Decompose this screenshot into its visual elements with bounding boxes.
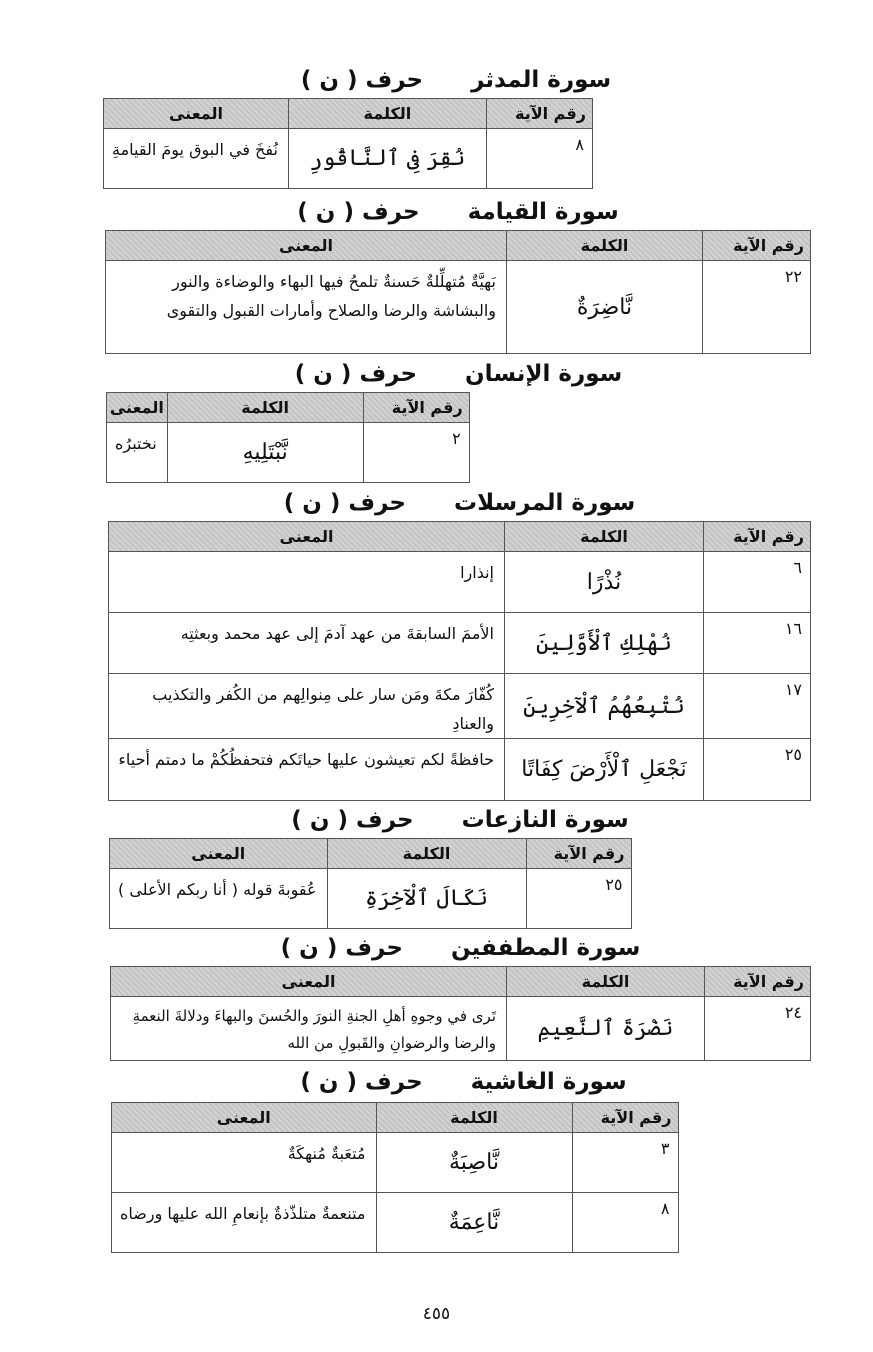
section-title (103, 64, 809, 96)
header-ayah: رقم الآية (704, 522, 811, 552)
word-meaning: عُقوبةَ قوله ( أنا ربكم الأعلى ) (110, 869, 328, 929)
table-row (107, 423, 470, 483)
ayah-number: ٢ (363, 423, 469, 483)
header-word: الكلمة (288, 99, 486, 129)
table-row (109, 552, 811, 613)
header-meaning: المعنى (107, 393, 168, 423)
quran-word: نَّاضِرَةٌ (507, 261, 703, 354)
ayah-number: ٢٥ (526, 869, 631, 929)
harf-label: حرف ( ن ) (294, 361, 418, 387)
section-title (109, 804, 811, 836)
header-ayah: رقم الآية (703, 231, 811, 261)
section-title (106, 358, 811, 390)
harf-label: حرف ( ن ) (283, 490, 406, 516)
header-ayah: رقم الآية (526, 839, 631, 869)
surah-name: سورة النازعات (461, 807, 629, 833)
table-header (106, 231, 811, 261)
ayah-number: ٨ (572, 1193, 678, 1253)
ayah-number: ٢٥ (704, 739, 811, 801)
ayah-number: ١٧ (704, 674, 811, 739)
vocab-table (111, 1102, 679, 1253)
word-meaning: نختبرُه (107, 423, 168, 483)
vocab-table (105, 230, 811, 354)
header-ayah: رقم الآية (363, 393, 469, 423)
vocab-table (110, 966, 811, 1061)
header-word: الكلمة (507, 967, 705, 997)
word-meaning: بَهيَّةٌ مُتهلِّلةٌ حَسنةٌ تلمحُ فيها البهاء والوضاءة والنور والبشاشة والرضا والصلاح وأمارات القبول والتقوى (106, 261, 507, 354)
harf-label: حرف ( ن ) (300, 1069, 423, 1095)
header-meaning: المعنى (106, 231, 507, 261)
quran-word: نُهْلِكِ ٱلْأَوَّلِينَ (505, 613, 704, 674)
word-meaning: حافظةً لكم تعيشون عليها حياتَكم فتحفظُكُمْ ما دمتم أحياء (109, 739, 505, 801)
vocab-table (109, 838, 632, 929)
table-header (104, 99, 593, 129)
surah-name: سورة المرسلات (453, 490, 636, 516)
header-word: الكلمة (327, 839, 526, 869)
vocab-table (108, 521, 811, 801)
vocab-table (106, 392, 470, 483)
surah-name: سورة المطففين (450, 935, 641, 961)
header-meaning: المعنى (110, 839, 328, 869)
header-meaning: المعنى (109, 522, 505, 552)
header-ayah: رقم الآية (572, 1103, 678, 1133)
table-row (112, 1133, 679, 1193)
header-word: الكلمة (507, 231, 703, 261)
header-word: الكلمة (376, 1103, 572, 1133)
surah-name: سورة المدثر (471, 67, 612, 93)
section-title (111, 1066, 816, 1098)
table-row (106, 261, 811, 354)
table-row (109, 739, 811, 801)
quran-word: نُذْرًا (505, 552, 704, 613)
word-meaning: كُفّارَ مكةَ ومَن سار على مِنوالِهم من الكُفر والتكذيب والعنادِ (109, 674, 505, 739)
table-row (109, 674, 811, 739)
page-number: ٤٥٥ (422, 1304, 451, 1324)
ayah-number: ٣ (572, 1133, 678, 1193)
table-row (110, 869, 632, 929)
header-word: الكلمة (505, 522, 704, 552)
section-title (108, 487, 811, 519)
table-header (112, 1103, 679, 1133)
ayah-number: ٢٤ (705, 997, 811, 1061)
header-ayah: رقم الآية (705, 967, 811, 997)
ayah-number: ٨ (486, 129, 592, 189)
word-meaning: متنعمةٌ متلذّذةٌ بإنعامِ الله عليها ورضاه (112, 1193, 377, 1253)
quran-word: نَّبْتَلِيهِ (167, 423, 363, 483)
word-meaning: مُتعَبةٌ مُنهكَةٌ (112, 1133, 377, 1193)
word-meaning: إنذارا (109, 552, 505, 613)
word-meaning: نُفخَ في البوق يومَ القيامةِ (104, 129, 289, 189)
header-meaning: المعنى (104, 99, 289, 129)
surah-name: سورة الإنسان (465, 361, 623, 387)
quran-word: نَكَالَ ٱلْآخِرَةِ (327, 869, 526, 929)
word-meaning: الأممَ السابقةَ من عهد آدمَ إلى عهد محمد وبعثتِه (109, 613, 505, 674)
quran-word: نَّاعِمَةٌ (376, 1193, 572, 1253)
section-title (105, 196, 811, 228)
table-row (111, 997, 811, 1061)
vocab-table (103, 98, 593, 189)
table-header (111, 967, 811, 997)
header-meaning: المعنى (112, 1103, 377, 1133)
header-meaning: المعنى (111, 967, 507, 997)
harf-label: حرف ( ن ) (291, 807, 414, 833)
harf-label: حرف ( ن ) (300, 67, 424, 93)
quran-word: نَجْعَلِ ٱلْأَرْضَ كِفَاتًا (505, 739, 704, 801)
table-row (104, 129, 593, 189)
ayah-number: ٦ (704, 552, 811, 613)
table-row (112, 1193, 679, 1253)
table-row (109, 613, 811, 674)
header-word: الكلمة (167, 393, 363, 423)
header-ayah: رقم الآية (486, 99, 592, 129)
quran-word: نُقِرَ فِى ٱلنَّاقُورِ (288, 129, 486, 189)
ayah-number: ٢٢ (703, 261, 811, 354)
quran-word: نَضْرَةَ ٱلنَّعِيمِ (507, 997, 705, 1061)
table-header (110, 839, 632, 869)
quran-word: نَّاصِبَةٌ (376, 1133, 572, 1193)
surah-name: سورة الغاشية (470, 1069, 627, 1095)
harf-label: حرف ( ن ) (280, 935, 403, 961)
quran-word: نُتْبِعُهُمُ ٱلْآخِرِينَ (505, 674, 704, 739)
section-title (110, 932, 811, 964)
surah-name: سورة القيامة (467, 199, 619, 225)
harf-label: حرف ( ن ) (297, 199, 420, 225)
table-header (107, 393, 470, 423)
ayah-number: ١٦ (704, 613, 811, 674)
word-meaning: تَرى في وجوهِ أهلِ الجنةِ النورَ والحُسنَ والبهاءَ ودلالةَ النعمةِ والرضا والرضوانِ والقَبولِ من الله (111, 997, 507, 1061)
table-header (109, 522, 811, 552)
